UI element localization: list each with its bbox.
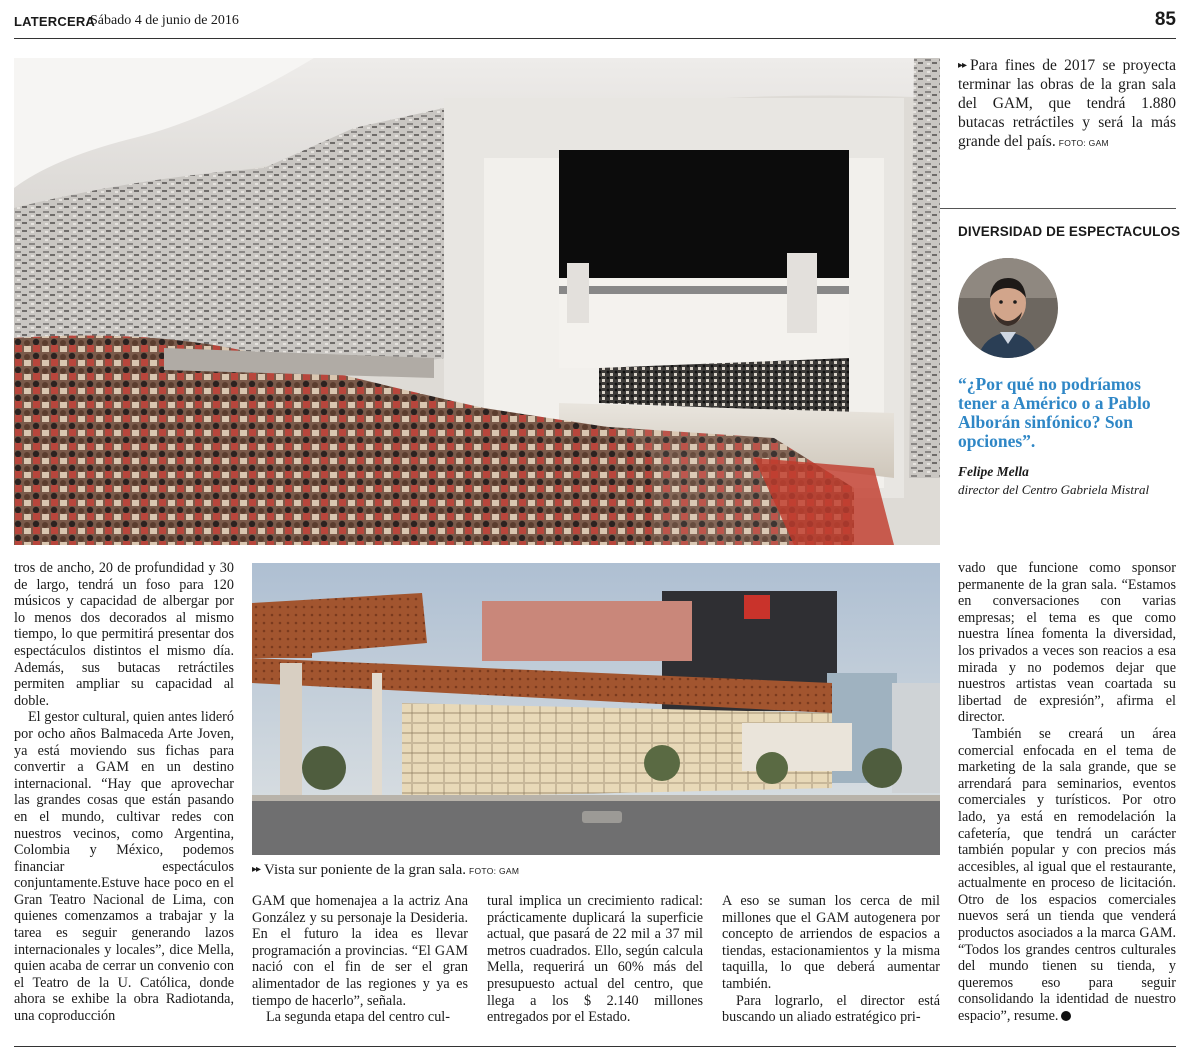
sidebar-section-title: DIVERSIDAD DE ESPECTACULOS [958,224,1181,239]
article-column-5 [958,560,1176,1025]
hall-photo-caption [958,56,1176,153]
pull-quote: “¿Por qué no podríamos tener a Américo o a Pablo Alborán sinfónico? Son opciones”. [958,374,1151,451]
paragraph: La segunda etapa del centro cul- [266,1009,450,1026]
paragraph: A eso se suman los cerca de mil millones que el GAM autogenera por concepto de arriendos de espacios a tiendas, estacionamientos y la misma taquilla, lo que deberá aumentar también. [722,893,940,992]
building-illustration [252,563,940,855]
paragraph: GAM que homenajea a la actriz Ana González y su personaje la Desideria. En el futuro la idea es llevar programación a provincias. “El GAM nació con el fin de ser el gran alimentador de las regiones y ya es tiempo de hacerlo”, señala. [252,893,468,1009]
concert-hall-photo [14,58,940,545]
article-column-4 [722,893,940,1026]
article-end-icon [1061,1011,1071,1021]
building-exterior-photo [252,563,940,855]
paragraph: El gestor cultural, quien antes lideró por ocho años Balmaceda Arte Joven, ya está moviendo sus fichas para convertir a GAM en un destino internacional. “Hay que aprovechar las grandes cosas que están pasando en el mundo, cultivar redes con nuestros vecinos, como Argentina, Colombia y México, podemos financiar espectáculos conjuntamente.Estuve hace poco en el Gran Teatro Nacional de Lima, con quienes comenzamos a trabajar y la tarea es seguir generando lazos internacionales y locales”, dice Mella, quien acaba de cerrar un convenio con el Teatro de la U. Católica, donde ahora se exhibe la obra Radiotanda, una coproducción [14,709,234,1025]
footer-rule [14,1046,1176,1047]
quote-author-name: Felipe Mella [958,464,1029,479]
paragraph-final-text: También se creará un área comercial enfocada en el tema de marketing de la sala grande, que se arrendará para seminarios, eventos comerciales y turísticos. Por otro lado, ya está en remodelación la cafetería, que tendrá un carácter también popular y con precios más accesibles, al igual que el restaurante, actualmente en proceso de licitación. Otro de los espacios comerciales nuevos será un tienda que venderá productos asociados a la marca GAM. “Todos los grandes centros culturales del mundo tienen su tienda, y queremos eso para seguir consolidando la identidad de nuestro espacio”, resume. [958,725,1176,1025]
sidebar-divider [940,208,1176,209]
page-header [14,8,1176,36]
paragraph: Para lograrlo, el director está buscando un aliado estratégico pri- [722,992,940,1026]
portrait-illustration [958,258,1058,358]
paragraph: tural implica un crecimiento radical: prácticamente duplicará la superficie actual, que pasará de 22 mil a 37 mil metros cuadrados. Ello, según calcula Mella, requerirá un 60% más del presupuesto actual del centro, que llega a los $ 2.140 millones entregados por el Estado. [487,893,703,1026]
paragraph: vado que funcione como sponsor permanente de la gran sala. “Estamos en conversaciones con varias empresas; el tema es que como nuestra línea fomenta la diversidad, los privados a veces son reacios a esa mirada y no podemos dejar que nuestros artistas vean coartada su libertad de expresión”, afirma el director. [958,560,1176,726]
article-column-1 [14,560,234,1025]
felipe-mella-portrait [958,258,1058,358]
article-column-3 [487,893,703,1026]
building-photo-caption [252,862,519,879]
hall-caption-text: Para fines de 2017 se proyecta terminar las obras de la gran sala del GAM, que tendrá 1.880 butacas retráctiles y será la más grande del país. [958,57,1176,150]
issue-date: Sábado 4 de junio de 2016 [90,13,239,28]
paragraph-final [958,726,1176,1025]
caption-marker-icon: ▸▸ [252,864,261,875]
quote-author-role: director del Centro Gabriela Mistral [958,482,1150,497]
newspaper-brand: LATERCERA [14,14,95,29]
caption-marker-icon: ▸▸ [958,60,967,71]
paragraph: tros de ancho, 20 de profundidad y 30 de largo, tendrá un foso para 120 músicos y capacidad de albergar por lo menos dos decorados al mismo tiempo, lo que permitirá presentar dos espectáculos distintos el mismo día. Además, sus butacas retráctiles permiten ampliar su capacidad al doble. [14,560,234,709]
page-number: 85 [1154,9,1176,30]
building-photo-credit: FOTO: GAM [469,866,520,876]
building-caption-text: Vista sur poniente de la gran sala. [264,862,466,878]
header-rule [14,38,1176,39]
hall-photo-credit: FOTO: GAM [1058,138,1109,148]
article-column-2 [252,893,468,1026]
concert-hall-illustration [14,58,940,545]
